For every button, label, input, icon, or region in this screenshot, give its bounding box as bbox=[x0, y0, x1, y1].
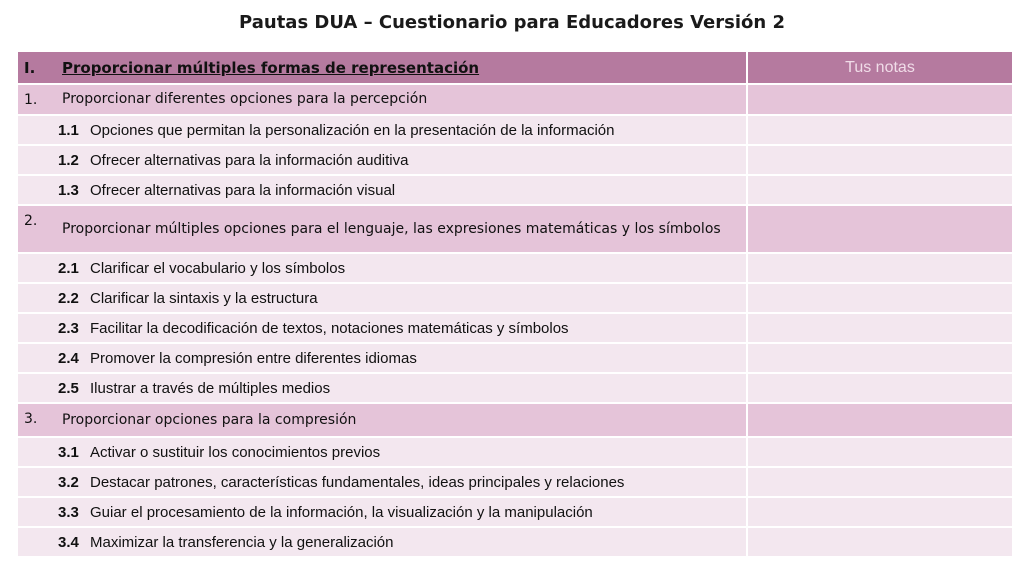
section-label: Proporcionar múltiples opciones para el lenguaje, las expresiones matemáticas y los símbolos bbox=[62, 220, 721, 237]
item-row bbox=[18, 344, 746, 374]
item-number: 1.1 bbox=[58, 121, 79, 139]
item-number: 2.5 bbox=[58, 379, 79, 397]
section-number: 3. bbox=[24, 411, 38, 427]
item-label: Ilustrar a través de múltiples medios bbox=[90, 379, 331, 397]
notes-cell[interactable] bbox=[746, 284, 1012, 314]
item-number: 3.2 bbox=[58, 473, 79, 491]
notes-cell[interactable] bbox=[746, 498, 1012, 528]
item-number: 3.1 bbox=[58, 443, 79, 461]
table-header bbox=[18, 52, 746, 85]
item-row bbox=[18, 176, 746, 206]
item-label: Ofrecer alternativas para la información auditiva bbox=[90, 151, 409, 169]
notes-cell[interactable] bbox=[746, 404, 1012, 438]
notes-cell[interactable] bbox=[746, 468, 1012, 498]
item-row bbox=[18, 254, 746, 284]
item-label: Maximizar la transferencia y la generalización bbox=[90, 533, 394, 551]
item-number: 1.2 bbox=[58, 151, 79, 169]
item-number: 2.2 bbox=[58, 289, 79, 307]
item-row bbox=[18, 438, 746, 468]
item-number: 2.1 bbox=[58, 259, 79, 277]
item-number: 3.4 bbox=[58, 533, 79, 551]
section-label: Proporcionar diferentes opciones para la percepción bbox=[62, 91, 428, 107]
item-row bbox=[18, 314, 746, 344]
item-row bbox=[18, 116, 746, 146]
item-number: 2.3 bbox=[58, 319, 79, 337]
item-label: Activar o sustituir los conocimientos previos bbox=[90, 443, 381, 461]
document-title: Pautas DUA – Cuestionario para Educadores Versión 2 bbox=[239, 12, 785, 33]
header-label: Proporcionar múltiples formas de representación bbox=[62, 58, 480, 77]
section-number: 2. bbox=[24, 213, 38, 229]
item-label: Destacar patrones, características fundamentales, ideas principales y relaciones bbox=[90, 473, 625, 491]
notes-cell[interactable] bbox=[746, 374, 1012, 404]
item-label: Promover la compresión entre diferentes idiomas bbox=[90, 349, 417, 367]
notes-cell[interactable] bbox=[746, 146, 1012, 176]
guidelines-table bbox=[18, 52, 1012, 558]
section-row bbox=[18, 85, 746, 116]
item-row bbox=[18, 528, 746, 558]
item-row bbox=[18, 374, 746, 404]
notes-cell[interactable] bbox=[746, 314, 1012, 344]
notes-cell[interactable] bbox=[746, 254, 1012, 284]
item-label: Guiar el procesamiento de la información, la visualización y la manipulación bbox=[90, 503, 593, 521]
section-label: Proporcionar opciones para la compresión bbox=[62, 411, 357, 428]
item-label: Clarificar el vocabulario y los símbolos bbox=[90, 259, 346, 277]
notes-cell[interactable] bbox=[746, 438, 1012, 468]
section-row bbox=[18, 206, 746, 254]
item-row bbox=[18, 468, 746, 498]
notes-cell[interactable] bbox=[746, 85, 1012, 116]
header-number: I. bbox=[24, 58, 36, 77]
notes-cell[interactable] bbox=[746, 206, 1012, 254]
notes-cell[interactable] bbox=[746, 344, 1012, 374]
item-row bbox=[18, 146, 746, 176]
notes-cell[interactable] bbox=[746, 528, 1012, 558]
item-label: Clarificar la sintaxis y la estructura bbox=[90, 289, 318, 307]
section-row bbox=[18, 404, 746, 438]
item-row bbox=[18, 498, 746, 528]
item-label: Opciones que permitan la personalización en la presentación de la información bbox=[90, 121, 615, 139]
item-row bbox=[18, 284, 746, 314]
item-number: 3.3 bbox=[58, 503, 79, 521]
notes-cell[interactable] bbox=[746, 116, 1012, 146]
item-label: Facilitar la decodificación de textos, notaciones matemáticas y símbolos bbox=[90, 319, 569, 337]
item-number: 1.3 bbox=[58, 181, 79, 199]
item-number: 2.4 bbox=[58, 349, 79, 367]
notes-column-header: Tus notas bbox=[746, 52, 1012, 85]
notes-cell[interactable] bbox=[746, 176, 1012, 206]
section-number: 1. bbox=[24, 92, 38, 108]
item-label: Ofrecer alternativas para la información visual bbox=[90, 181, 396, 199]
